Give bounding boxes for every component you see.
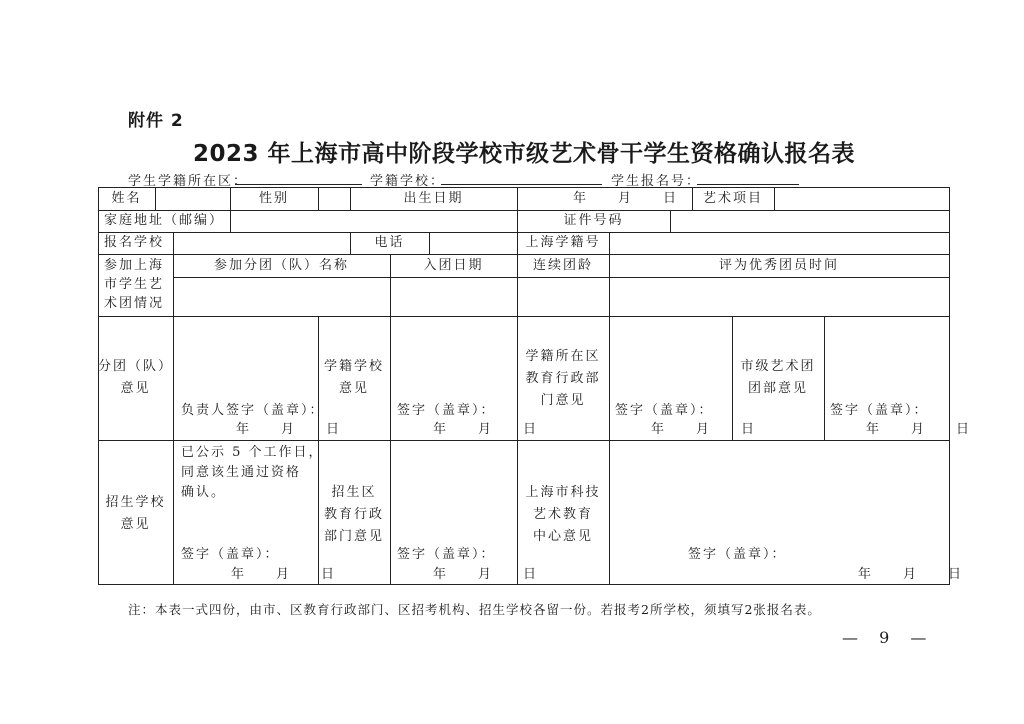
admission-district-label-2: 教育行政 [323, 507, 384, 522]
gender-label: 性别 [258, 191, 289, 206]
reg-no-field-label: 学生报名号： [611, 174, 702, 189]
school-opinion-label-2: 意见 [338, 381, 369, 396]
footnote: 注：本表一式四份，由市、区教育行政部门、区招考机构、招生学校各留一份。若报考2所学校，须填写2张报名表。 [128, 602, 821, 617]
admission-school-sign: 签字（盖章）： [181, 547, 280, 562]
branch-opinion-label-1: 分团（队） [98, 359, 174, 374]
id-label: 证件号码 [563, 213, 624, 228]
troupe-side-line1: 参加上海 [104, 258, 165, 273]
notice-line3: 确认。 [181, 485, 227, 500]
id-input[interactable] [671, 210, 949, 232]
school-field-label: 学籍学校： [370, 174, 446, 189]
leader-sign-label: 负责人签字（盖章）： [181, 403, 325, 418]
admission-district-label-3: 部门意见 [323, 529, 384, 544]
city-date: 年 月 日 [866, 422, 972, 437]
troupe-side-line3: 术团情况 [104, 296, 165, 311]
admission-school-label-2: 意见 [120, 517, 151, 532]
sh-reg-input[interactable] [610, 232, 949, 254]
form-title: 2023 年上海市高中阶段学校市级艺术骨干学生资格确认报名表 [192, 141, 856, 167]
attachment-label: 附件 2 [128, 111, 184, 131]
join-date-header: 入团日期 [423, 258, 484, 273]
phone-label: 电话 [374, 235, 405, 250]
school-opinion-label-1: 学籍学校 [323, 359, 384, 374]
years-header: 连续团龄 [532, 258, 593, 273]
admission-district-sign: 签字（盖章）： [397, 547, 496, 562]
admission-district-label-1: 招生区 [331, 485, 377, 500]
art-input[interactable] [775, 188, 949, 210]
notice-line2: 同意该生通过资格 [181, 465, 302, 480]
birth-date-input[interactable]: 年 月 日 [573, 191, 679, 206]
troupe-name-input[interactable] [174, 278, 390, 316]
birth-label: 出生日期 [403, 191, 464, 206]
center-label-1: 上海市科技 [525, 485, 601, 500]
city-opinion-label-2: 团部意见 [747, 381, 808, 396]
branch-date: 年 月 日 [236, 422, 342, 437]
sh-reg-label: 上海学籍号 [525, 235, 601, 250]
branch-opinion-label-2: 意见 [120, 381, 151, 396]
apply-school-label: 报名学校 [104, 235, 165, 250]
district-opinion-label-1: 学籍所在区 [525, 349, 601, 364]
gender-input[interactable] [319, 188, 350, 210]
name-label: 姓名 [111, 191, 142, 206]
district-opinion-label-3: 门意见 [540, 393, 586, 408]
center-sign: 签字（盖章）： [688, 547, 787, 562]
district-field-label: 学生学籍所在区： [128, 174, 249, 189]
excellent-input[interactable] [610, 278, 949, 316]
admission-district-date: 年 月 日 [433, 567, 539, 582]
page-number: — 9 — [842, 628, 935, 647]
address-input[interactable] [231, 210, 517, 232]
school-date: 年 月 日 [433, 422, 539, 437]
notice-line1: 已公示 5 个工作日， [181, 445, 324, 460]
address-label: 家庭地址（邮编） [104, 213, 225, 228]
excellent-header: 评为优秀团员时间 [718, 258, 839, 273]
admission-school-label-1: 招生学校 [105, 495, 166, 510]
center-date: 年 月 日 [858, 567, 964, 582]
school-sign-label: 签字（盖章）： [397, 403, 496, 418]
troupe-name-header: 参加分团（队）名称 [213, 258, 349, 273]
district-opinion-label-2: 教育行政部 [525, 371, 601, 386]
name-input[interactable] [156, 188, 230, 210]
center-label-2: 艺术教育 [532, 507, 593, 522]
troupe-side-line2: 市学生艺 [104, 277, 165, 292]
center-label-3: 中心意见 [532, 529, 593, 544]
district-date: 年 月 日 [651, 422, 757, 437]
phone-input[interactable] [430, 232, 517, 254]
art-label: 艺术项目 [702, 191, 763, 206]
join-date-input[interactable] [391, 278, 517, 316]
city-sign-label: 签字（盖章）： [830, 403, 929, 418]
apply-school-input[interactable] [174, 232, 350, 254]
admission-school-date: 年 月 日 [231, 567, 337, 582]
city-opinion-label-1: 市级艺术团 [740, 359, 816, 374]
district-sign-label: 签字（盖章）： [615, 403, 714, 418]
years-input[interactable] [518, 278, 609, 316]
